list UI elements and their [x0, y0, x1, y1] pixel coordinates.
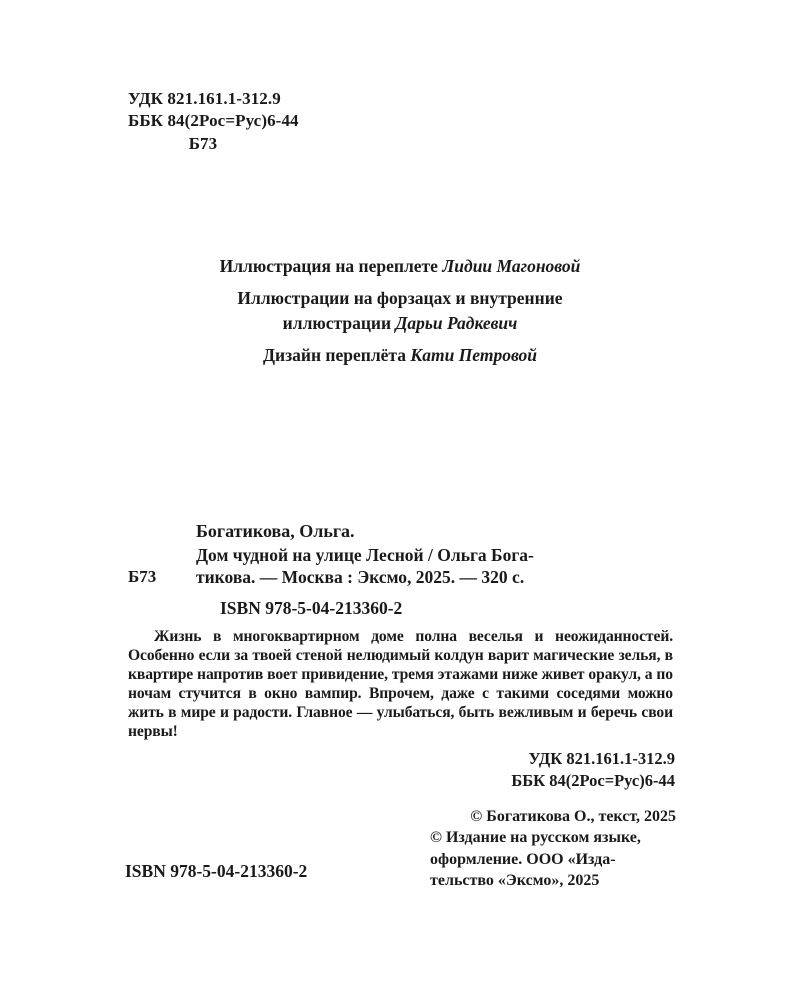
credits-block — [0, 254, 800, 374]
cover-illustration-credit — [0, 254, 800, 279]
copyright-line-4: тельство «Эксмо», 2025 — [430, 872, 600, 890]
cip-title-line2: тикова. — Москва : Эксмо, 2025. — 320 с. — [196, 567, 525, 588]
endpapers-credit-line1: Иллюстрации на форзацах и внутренние — [237, 287, 563, 308]
shelf-code-top: Б73 — [188, 133, 218, 153]
endpapers-credit-line2 — [0, 311, 800, 336]
cover-design-name: Кати Петровой — [410, 344, 538, 365]
cip-title-line1: Дом чудной на улице Лесной / Ольга Бога- — [196, 544, 534, 565]
udk-top: УДК 821.161.1-312.9 — [128, 89, 281, 108]
bbk-top: ББК 84(2Рос=Рус)6-44 — [128, 111, 299, 131]
endpapers-credit — [0, 286, 800, 336]
endpapers-label: иллюстрации — [282, 312, 396, 333]
cover-illustration-label: Иллюстрация на переплете — [219, 256, 443, 276]
book-annotation: Жизнь в многоквартирном доме полна веселья и неожиданностей. Особенно если за твоей стеной нелюдимый колдун варит магические зелья, в квартире напротив воет привидение, тремя этажами ниже живет оракул, а по ночам стучится в окно вампир. Впрочем, даже с такими соседями можно жить в мире и радости. Главное — улыбаться, быть вежливым и беречь свои нервы! — [128, 628, 673, 741]
cip-index: Б73 — [128, 566, 157, 586]
classification-top-block — [128, 88, 299, 155]
cip-record — [128, 520, 673, 741]
isbn-cip: ISBN 978-5-04-213360-2 — [220, 598, 403, 618]
copyright-line-2: © Издание на русском языке, — [430, 829, 641, 847]
cover-illustration-name: Лидии Магоновой — [442, 256, 581, 276]
cip-body — [128, 544, 673, 590]
copyright-line-3: оформление. ООО «Изда- — [430, 850, 616, 868]
copyright-block — [430, 806, 676, 892]
classification-bottom-block — [430, 748, 675, 793]
bbk-bottom: ББК 84(2Рос=Рус)6-44 — [511, 771, 675, 791]
endpapers-name: Дарьи Радкевич — [395, 312, 518, 333]
copyright-line-1: © Богатикова О., текст, 2025 — [470, 808, 676, 825]
cover-design-label: Дизайн переплёта — [262, 344, 411, 365]
isbn-bottom: ISBN 978-5-04-213360-2 — [125, 861, 308, 881]
cover-design-credit — [0, 343, 800, 368]
cip-author: Богатикова, Ольга. — [196, 521, 355, 541]
udk-bottom: УДК 821.161.1-312.9 — [528, 749, 675, 768]
